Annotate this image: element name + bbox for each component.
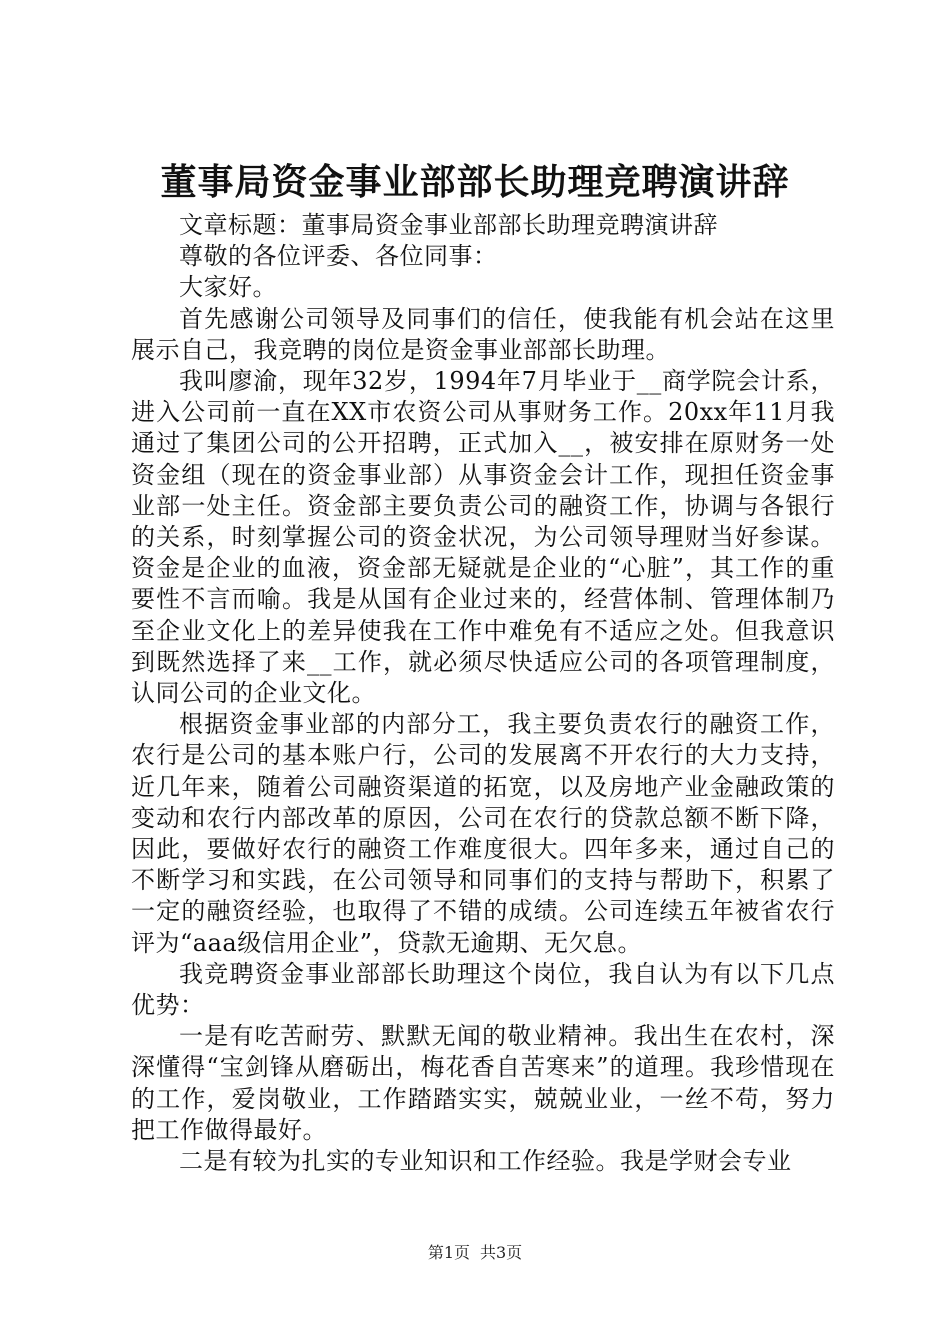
paragraph-article-title: 文章标题：董事局资金事业部部长助理竞聘演讲辞 — [179, 211, 718, 239]
page-number: 第1页 — [427, 1243, 470, 1262]
paragraph-salutation: 尊敬的各位评委、各位同事： — [179, 242, 498, 271]
paragraph-self-introduction: 我叫廖渝，现年32岁，1994年7月毕业于__商学院会计系，进入公司前一直在XX市农资公司从事财务工作。20xx年11月我通过了集团公司的公开招聘，正式加入__，被安排在原财务一处资金组（现在的资金事业部）从事资金会计工作，现担任资金事业部一处主任。资金部主要负责公司的融资工作，协调与各银行的关系，时刻掌握公司的资金状况，为公司领导理财当好参谋。资金是企业的血液，资金部无疑就是企业的“心脏”，其工作的重要性不言而喻。我是从国有企业过来的，经营体制、管理体制乃至企业文化上的差异使我在工作中难免有不适应之处。但我意识到既然选择了来__工作，就必须尽快适应公司的各项管理制度，认同公司的企业文化。 — [131, 367, 835, 708]
paragraph-advantage-one: 一是有吃苦耐劳、默默无闻的敬业精神。我出生在农村，深深懂得“宝剑锋从磨砺出，梅花香自苦寒来”的道理。我珍惜现在的工作，爱岗敬业，工作踏踏实实，兢兢业业，一丝不苟，努力把工作做得最好。 — [131, 1022, 835, 1144]
page-footer — [0, 1242, 950, 1264]
document-body — [131, 210, 835, 1177]
paragraph-advantage-two: 二是有较为扎实的专业知识和工作经验。我是学财会专业 — [179, 1147, 792, 1176]
paragraph-greeting: 大家好。 — [179, 273, 277, 302]
page-total: 共3页 — [480, 1243, 523, 1262]
document-title: 董事局资金事业部部长助理竞聘演讲辞 — [160, 161, 790, 203]
paragraph-thanks: 首先感谢公司领导及同事们的信任，使我能有机会站在这里展示自己，我竞聘的岗位是资金事业部部长助理。 — [131, 304, 835, 364]
paragraph-work-duties: 根据资金事业部的内部分工，我主要负责农行的融资工作，农行是公司的基本账户行，公司的发展离不开农行的大力支持，近几年来，随着公司融资渠道的拓宽，以及房地产业金融政策的变动和农行内部改革的原因，公司在农行的贷款总额不断下降，因此，要做好农行的融资工作难度很大。四年多来，通过自己的不断学习和实践，在公司领导和同事们的支持与帮助下，积累了一定的融资经验，也取得了不错的成绩。公司连续五年被省农行评为“aaa级信用企业”，贷款无逾期、无欠息。 — [131, 710, 835, 957]
paragraph-advantages-intro: 我竞聘资金事业部部长助理这个岗位，我自认为有以下几点优势： — [131, 959, 835, 1020]
